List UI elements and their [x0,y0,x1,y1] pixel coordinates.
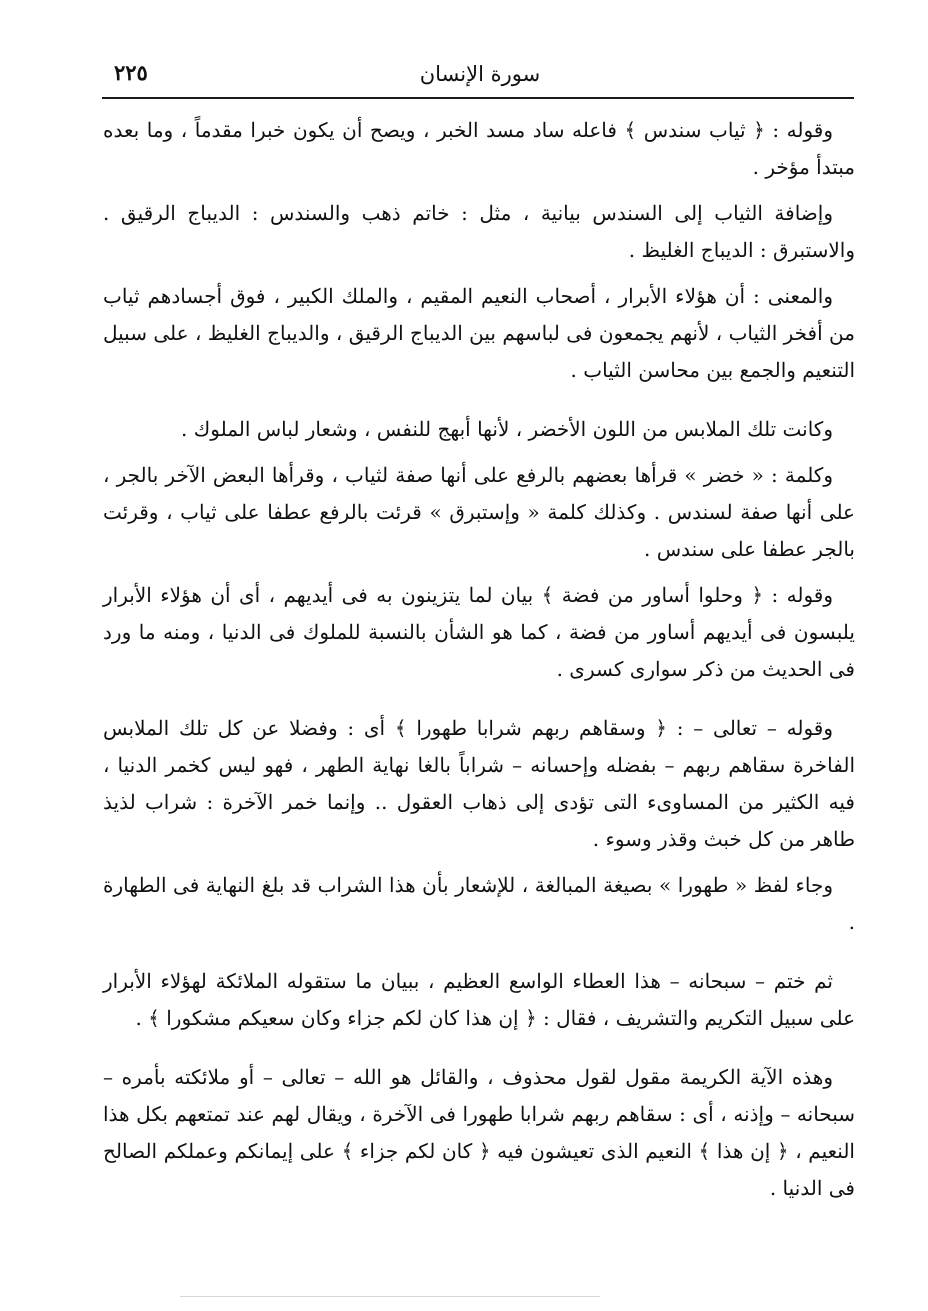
page-number: ٢٢٥ [114,60,148,85]
page-header [108,52,852,98]
paragraph-al-lawn-al-akhdar: وكانت تلك الملابس من اللون الأخضر ، لأنها أبهج للنفس ، وشعار لباس الملوك . [181,417,833,441]
paragraph-idafat-al-thiyab: وإضافة الثياب إلى السندس بيانية ، مثل : خاتم ذهب والسندس : الديباج الرقيق . والاستبرق : الديباج الغليظ . [103,201,855,262]
paragraph-hadhihi-al-aya: وهذه الآية الكريمة مقول لقول محذوف ، والقائل هو الله – تعالى – أو ملائكته بأمره – سبحانه – وإذنه ، أى : سقاهم ربهم شرابا طهورا فى الآخرة ، ويقال لهم عند تمتعهم بكل هذا النعيم ، ﴿ إن هذا ﴾ النعيم الذى تعيشون فيه ﴿ كان لكم جزاء ﴾ على إيمانكم وعملكم الصالح فى الدنيا . [103,1065,855,1200]
paragraph-sharaban-tahura: وقوله – تعالى – : ﴿ وسقاهم ربهم شرابا طهورا ﴾ أى : وفضلا عن كل تلك الملابس الفاخرة سقاهم ربهم – بفضله وإحسانه – شراباً بالغا نهاية الطهر ، فهو ليس كخمر الدنيا ، فيه الكثير من المساوىء التى تؤدى إلى ذهاب العقول .. وإنما خمر الآخرة : شراب لذيذ طاهر من كل خبث وقذر وسوء . [103,716,855,851]
paragraph-thiyab-sundus: وقوله : ﴿ ثياب سندس ﴾ فاعله ساد مسد الخبر ، ويصح أن يكون خبرا مقدماً ، وما بعده مبتدأ مؤخر . [103,118,855,179]
paragraph-kalimat-khudr: وكلمة : « خضر » قرأها بعضهم بالرفع على أنها صفة لثياب ، وقرأها البعض الآخر بالجر ، على أنها صفة لسندس . وكذلك كلمة « وإستبرق » قرئت بالرفع عطفا على ثياب ، وقرئت بالجر عطفا على سندس . [103,463,855,561]
page-body [103,112,855,1216]
paragraph-thumma-khatam: ثم ختم – سبحانه – هذا العطاء الواسع العظيم ، ببيان ما ستقوله الملائكة لهؤلاء الأبرار على سبيل التكريم والتشريف ، فقال : ﴿ إن هذا كان لكم جزاء وكان سعيكم مشكورا ﴾ . [103,969,855,1030]
paragraph-lafz-tahura: وجاء لفظ « طهورا » بصيغة المبالغة ، للإشعار بأن هذا الشراب قد بلغ النهاية فى الطهارة . [103,873,855,934]
scan-edge-line [180,1296,600,1297]
paragraph-asawir-min-fidda: وقوله : ﴿ وحلوا أساور من فضة ﴾ بيان لما يتزينون به فى أيديهم ، أى أن هؤلاء الأبرار يلبسون فى أيديهم أساور من فضة ، كما هو الشأن بالنسبة للملوك فى الدنيا ، ومنه ما ورد فى الحديث من ذكر سوارى كسرى . [103,583,855,681]
header-divider [102,97,854,99]
paragraph-al-maana: والمعنى : أن هؤلاء الأبرار ، أصحاب النعيم المقيم ، والملك الكبير ، فوق أجسادهم ثياب من أفخر الثياب ، لأنهم يجمعون فى لباسهم بين الديباج الرقيق ، والديباج الغليظ ، على سبيل التنعيم والجمع بين محاسن الثياب . [103,284,855,382]
surah-title: سورة الإنسان [419,62,541,86]
